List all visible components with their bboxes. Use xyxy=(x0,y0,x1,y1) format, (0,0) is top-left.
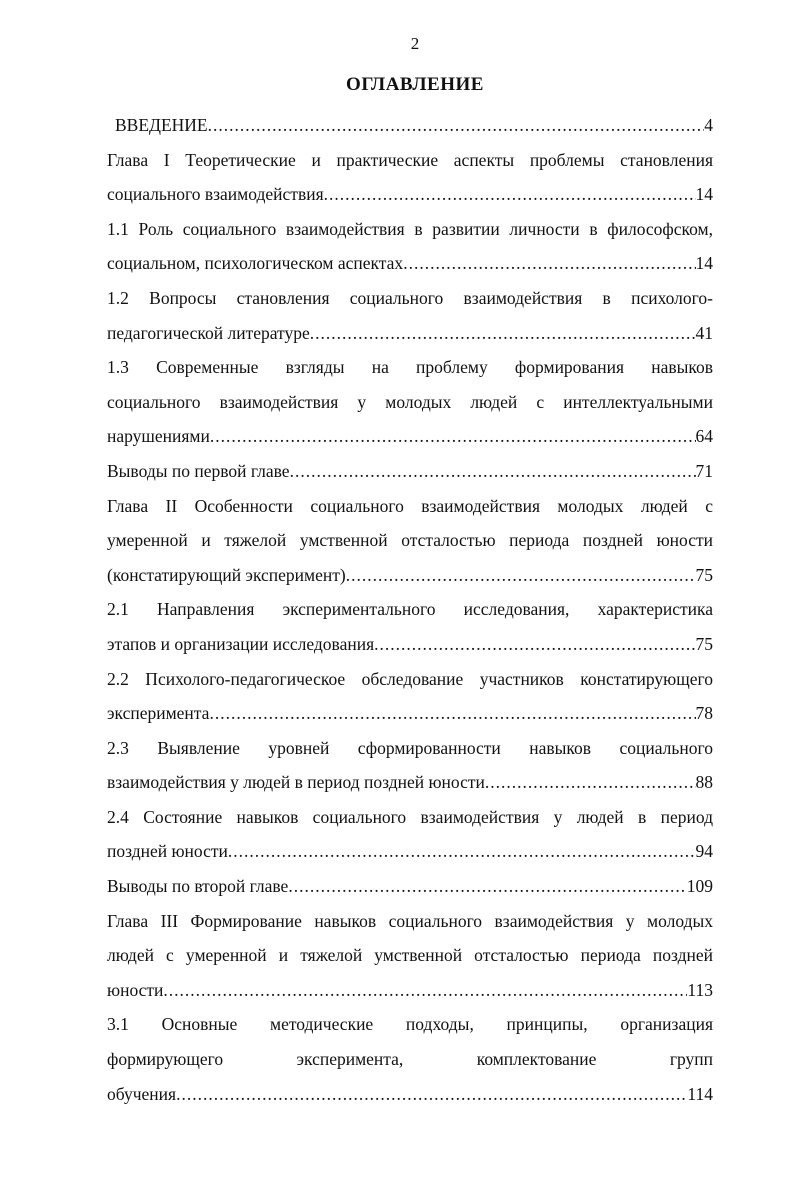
toc-entry-text: взаимодействия у людей в период поздней юности xyxy=(107,772,485,793)
toc-entry-line: 1.3 Современные взгляды на проблему формирования навыков xyxy=(107,357,713,378)
table-of-contents xyxy=(107,108,713,1111)
toc-entry-last-line xyxy=(107,973,713,1008)
toc-entry-text: ВВЕДЕНИЕ xyxy=(115,115,208,135)
toc-entry-last-line xyxy=(107,627,713,662)
toc-entry-line: социального взаимодействия у молодых людей с интеллектуальными xyxy=(107,391,713,412)
toc-entry-last-line xyxy=(107,246,713,281)
toc-entry-line: Глава III Формирование навыков социального взаимодействия у молодых xyxy=(107,910,713,931)
toc-entry-page: 4 xyxy=(704,115,713,135)
dot-leader xyxy=(208,108,705,143)
page-title: ОГЛАВЛЕНИЕ xyxy=(346,74,484,95)
toc-entry-last-line xyxy=(107,316,713,351)
toc-entry-line: людей с умеренной и тяжелой умственной отсталостью периода поздней xyxy=(107,945,713,966)
toc-entry-text: этапов и организации исследования xyxy=(107,633,375,654)
toc-entry-last-line xyxy=(107,834,713,869)
dot-leader xyxy=(485,765,696,800)
toc-entry-text: социального взаимодействия xyxy=(107,184,324,205)
dot-leader xyxy=(176,1077,687,1112)
toc-entry-last-line xyxy=(107,1077,713,1112)
toc-entry-text: социальном, психологическом аспектах xyxy=(107,253,404,274)
toc-entry-text: Выводы по первой главе xyxy=(107,460,290,481)
page-number: 2 xyxy=(410,34,420,53)
toc-entry-page: 14 xyxy=(695,253,713,274)
toc-entry xyxy=(107,489,713,593)
dot-leader xyxy=(209,696,695,731)
toc-entry xyxy=(107,281,713,350)
dot-leader xyxy=(374,627,695,662)
toc-entry xyxy=(107,869,713,904)
dot-leader xyxy=(346,558,696,593)
toc-entry xyxy=(107,108,713,143)
toc-entry-line: 2.4 Состояние навыков социального взаимодействия у людей в период xyxy=(107,806,713,827)
toc-entry-line: 2.1 Направления экспериментального исследования, характеристика xyxy=(107,599,713,620)
toc-entry-line: формирующего эксперимента, комплектование групп xyxy=(107,1049,713,1070)
toc-entry xyxy=(107,454,713,489)
dot-leader xyxy=(310,316,696,351)
toc-entry-last-line xyxy=(107,419,713,454)
toc-entry-line: 1.2 Вопросы становления социального взаимодействия в психолого- xyxy=(107,287,713,308)
toc-entry-page: 78 xyxy=(695,703,713,724)
toc-entry-last-line xyxy=(107,696,713,731)
toc-entry xyxy=(107,350,713,454)
dot-leader xyxy=(228,834,696,869)
toc-entry-text: (констатирующий эксперимент) xyxy=(107,564,346,585)
dot-leader xyxy=(288,869,686,904)
dot-leader xyxy=(324,177,696,212)
toc-entry-last-line xyxy=(107,454,713,489)
toc-entry xyxy=(107,212,713,281)
toc-entry-text: Выводы по второй главе xyxy=(107,876,289,897)
toc-entry-line: 3.1 Основные методические подходы, принципы, организация xyxy=(107,1014,713,1035)
dot-leader xyxy=(210,419,696,454)
toc-entry xyxy=(107,1007,713,1111)
toc-entry xyxy=(107,143,713,212)
toc-entry-line: 1.1 Роль социального взаимодействия в развитии личности в философском, xyxy=(107,218,713,239)
toc-entry-page: 41 xyxy=(695,322,713,343)
toc-entry-text: юности xyxy=(107,979,164,1000)
toc-entry-text: обучения xyxy=(107,1083,177,1104)
toc-entry-line: умеренной и тяжелой умственной отсталостью периода поздней юности xyxy=(107,530,713,551)
toc-entry-text: поздней юности xyxy=(107,841,228,862)
toc-entry-text: эксперимента xyxy=(107,703,210,724)
dot-leader xyxy=(290,454,696,489)
toc-entry-text: педагогической литературе xyxy=(107,322,310,343)
toc-entry-page: 75 xyxy=(695,633,713,654)
toc-entry-page: 94 xyxy=(695,841,713,862)
toc-entry-line: Глава I Теоретические и практические аспекты проблемы становления xyxy=(107,149,713,170)
toc-entry xyxy=(107,731,713,800)
toc-entry-text: нарушениями xyxy=(107,426,210,447)
toc-entry-page: 71 xyxy=(695,460,713,481)
toc-entry-page: 88 xyxy=(695,772,713,793)
toc-entry-page: 64 xyxy=(695,426,713,447)
toc-entry-line: Глава II Особенности социального взаимодействия молодых людей с xyxy=(107,495,713,516)
toc-entry-page: 113 xyxy=(687,979,713,1000)
toc-entry-page: 14 xyxy=(695,184,713,205)
toc-entry xyxy=(107,800,713,869)
toc-entry-last-line xyxy=(107,558,713,593)
toc-entry xyxy=(107,662,713,731)
toc-entry-last-line xyxy=(107,765,713,800)
toc-entry-page: 75 xyxy=(695,564,713,585)
toc-entry-line: 2.3 Выявление уровней сформированности навыков социального xyxy=(107,737,713,758)
toc-entry xyxy=(107,592,713,661)
toc-entry-page: 114 xyxy=(687,1083,713,1104)
toc-entry-page: 109 xyxy=(686,876,713,897)
toc-entry-last-line xyxy=(107,108,713,143)
toc-entry-last-line xyxy=(107,869,713,904)
dot-leader xyxy=(403,246,695,281)
dot-leader xyxy=(163,973,687,1008)
toc-entry-last-line xyxy=(107,177,713,212)
toc-entry xyxy=(107,904,713,1008)
toc-entry-line: 2.2 Психолого-педагогическое обследование участников констатирующего xyxy=(107,668,713,689)
